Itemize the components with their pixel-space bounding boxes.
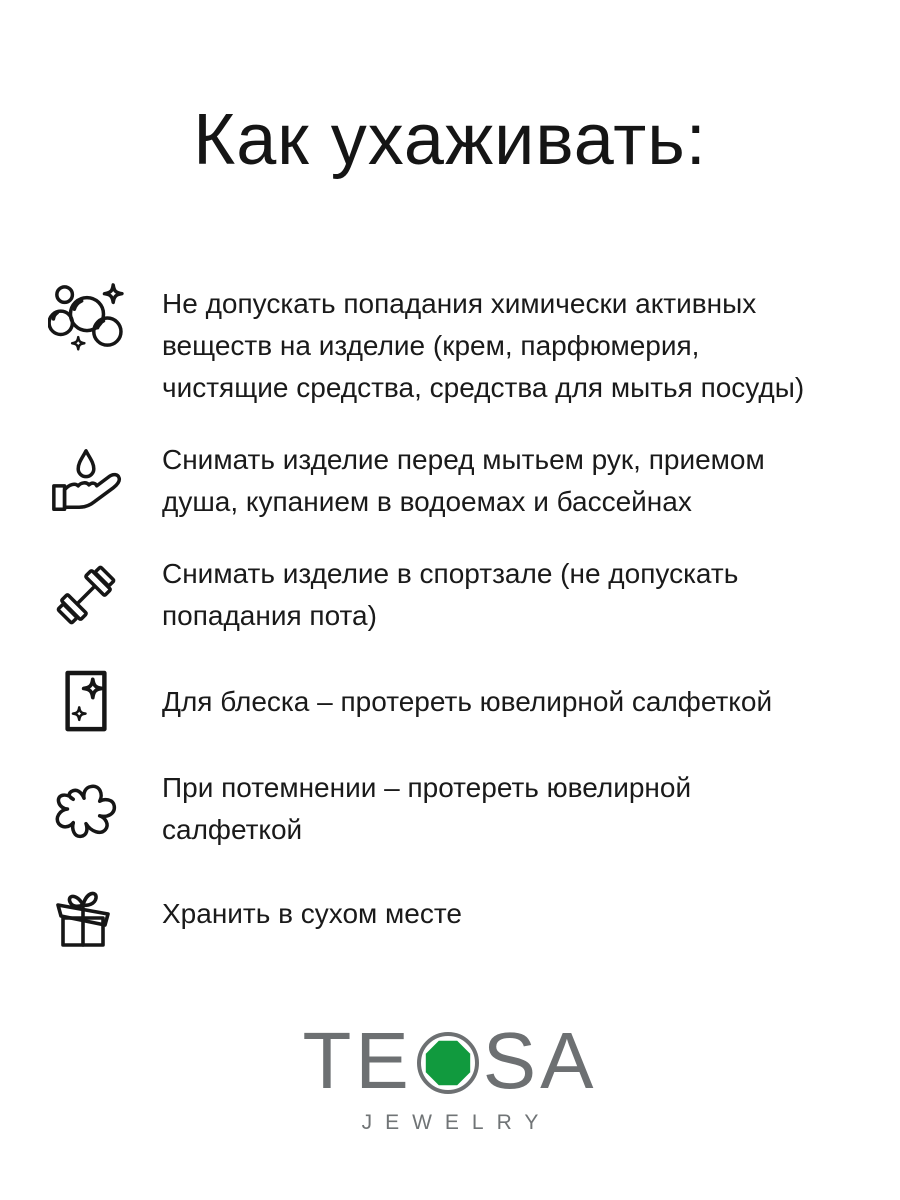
care-item-text: Для блеска – протереть ювелирной салфеткой [162, 685, 773, 717]
brand-wordmark [0, 1015, 900, 1105]
page-title: Как ухаживать: [193, 100, 707, 180]
polishing-cloth-icon [42, 667, 130, 737]
list-item [42, 767, 900, 851]
care-list [0, 283, 900, 947]
dumbbell-icon [42, 560, 130, 630]
hand-water-drop-icon [42, 443, 130, 519]
care-item-text: Снимать изделие в спортзале (не допускать попадания пота) [162, 557, 739, 631]
list-item [42, 881, 900, 947]
list-item [42, 439, 900, 523]
care-item-text: Хранить в сухом месте [162, 897, 462, 929]
care-item-text: Не допускать попадания химически активных веществ на изделие (крем, парфюмерия, чистящие средства, средства для мытья посуды) [162, 287, 805, 403]
brand-letters-left: TE [302, 1015, 413, 1105]
brand-letters-right: SA [482, 1015, 598, 1105]
brand-logo [0, 1015, 900, 1135]
list-item [42, 553, 900, 637]
list-item [42, 667, 900, 737]
gem-o-icon [416, 1031, 480, 1095]
brand-subtitle: JEWELRY [361, 1110, 552, 1134]
care-item-text: При потемнении – протереть ювелирной салфеткой [162, 771, 692, 845]
care-item-text: Снимать изделие перед мытьем рук, приемом душа, купанием в водоемах и бассейнах [162, 443, 765, 517]
list-item [42, 283, 900, 409]
tarnish-splat-icon [42, 769, 130, 849]
gift-box-icon [42, 881, 130, 947]
bubbles-sparkles-icon [42, 283, 130, 351]
